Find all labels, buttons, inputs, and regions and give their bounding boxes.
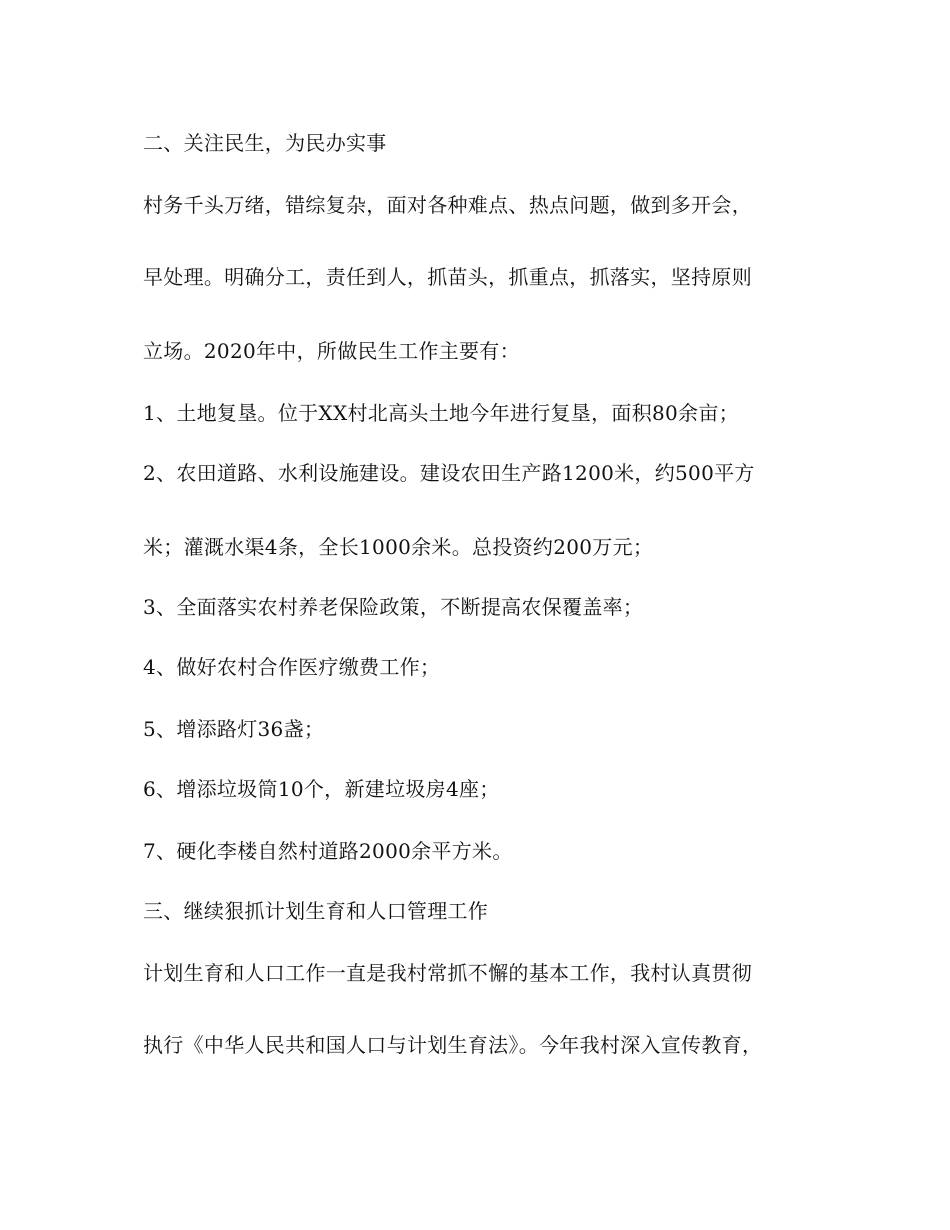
- paragraph-line: 村务千头万绪，错综复杂，面对各种难点、热点问题，做到多开会，: [143, 193, 752, 217]
- paragraph-line: 执行《中华人民共和国人口与计划生育法》。今年我村深入宣传教育，: [143, 1033, 763, 1057]
- list-item: 5、增添路灯36盏；: [143, 717, 325, 741]
- paragraph-line: 立场。2020年中，所做民生工作主要有：: [143, 339, 520, 363]
- list-item: 3、全面落实农村养老保险政策，不断提高农保覆盖率；: [143, 595, 644, 619]
- section-heading-livelihood: 二、关注民生，为民办实事: [143, 131, 387, 155]
- list-item: 1、土地复垦。位于XX村北高头土地今年进行复垦，面积80余亩；: [143, 401, 739, 425]
- paragraph-line: 早处理。明确分工，责任到人，抓苗头，抓重点，抓落实，坚持原则: [143, 265, 752, 289]
- list-item-continuation: 米；灌溉水渠4条，全长1000余米。总投资约200万元；: [143, 535, 654, 559]
- paragraph-line: 计划生育和人口工作一直是我村常抓不懈的基本工作，我村认真贯彻: [143, 961, 752, 985]
- list-item: 6、增添垃圾筒10个，新建垃圾房4座；: [143, 777, 500, 801]
- list-item: 4、做好农村合作医疗缴费工作；: [143, 655, 441, 679]
- list-item: 7、硬化李楼自然村道路2000余平方米。: [143, 839, 513, 863]
- list-item: 2、农田道路、水利设施建设。建设农田生产路1200米，约500平方: [143, 461, 755, 485]
- section-heading-family-planning: 三、继续狠抓计划生育和人口管理工作: [143, 899, 489, 923]
